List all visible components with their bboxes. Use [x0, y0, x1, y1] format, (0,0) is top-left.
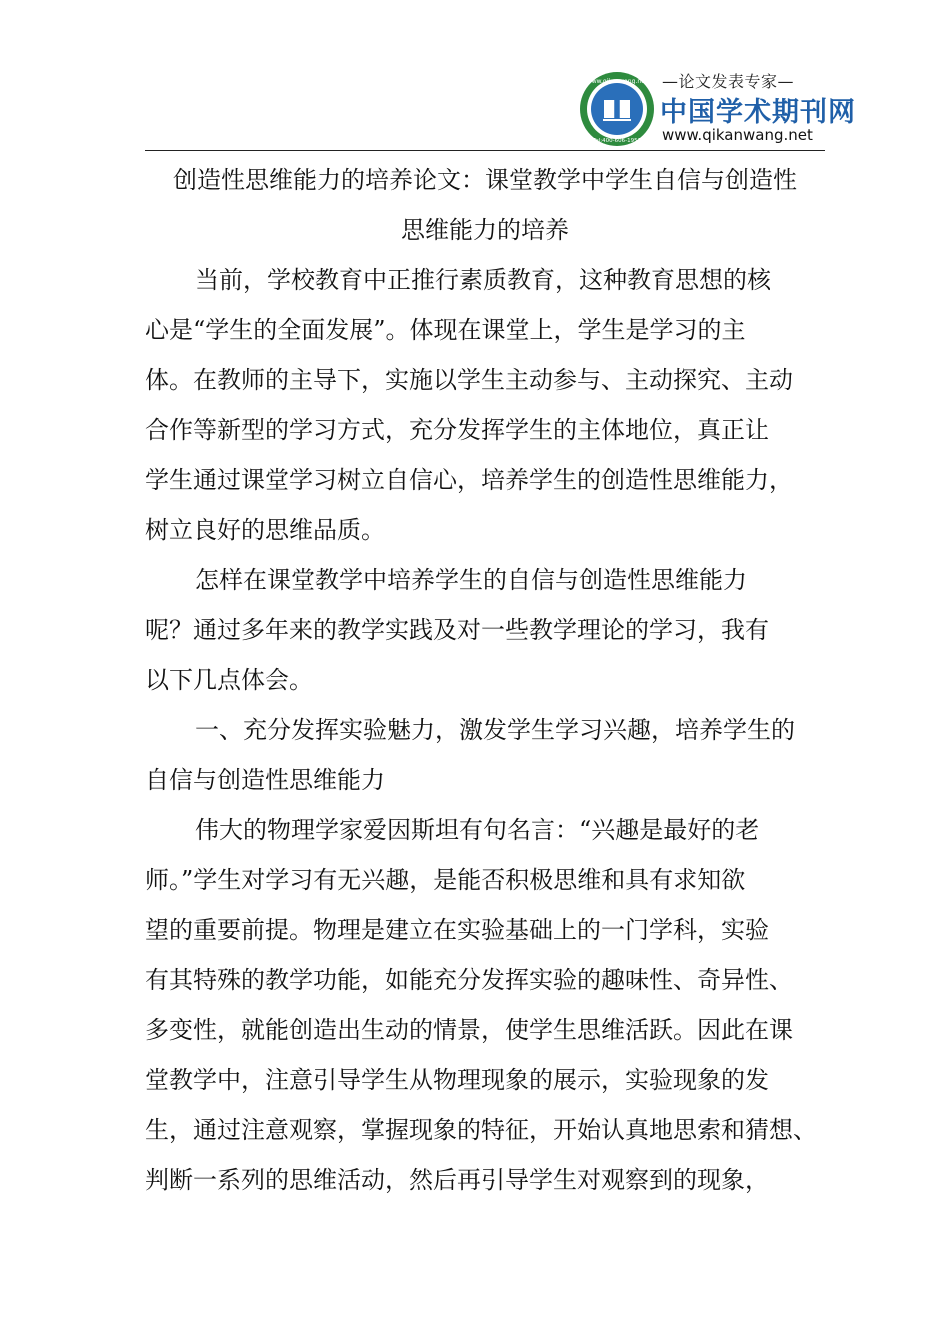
body-line: 体。在教师的主导下，实施以学生主动参与、主动探究、主动 [145, 366, 793, 394]
body-line: 当前，学校教育中正推行素质教育，这种教育思想的核 [195, 266, 771, 294]
document-title-line-1: 创造性思维能力的培养论文：课堂教学中学生自信与创造性 [173, 166, 797, 194]
body-line: 生，通过注意观察，掌握现象的特征，开始认真地思索和猜想、 [145, 1116, 817, 1144]
svg-text:Tel:400-606-1952: Tel:400-606-1952 [592, 138, 642, 144]
logo-slogan: —论文发表专家— [662, 72, 795, 91]
body-line: 呢？通过多年来的教学实践及对一些教学理论的学习，我有 [145, 616, 769, 644]
globe-book-seal-icon [578, 70, 656, 148]
section-heading-line: 自信与创造性思维能力 [145, 766, 385, 794]
body-line: 以下几点体会。 [145, 666, 313, 694]
body-line: 望的重要前提。物理是建立在实验基础上的一门学科，实验 [145, 916, 769, 944]
body-line: 判断一系列的思维活动，然后再引导学生对观察到的现象， [145, 1166, 769, 1194]
body-line: 合作等新型的学习方式，充分发挥学生的主体地位，真正让 [145, 416, 769, 444]
body-line: 多变性，就能创造出生动的情景，使学生思维活跃。因此在课 [145, 1016, 793, 1044]
body-line: 堂教学中，注意引导学生从物理现象的展示，实验现象的发 [145, 1066, 769, 1094]
body-line: 怎样在课堂教学中培养学生的自信与创造性思维能力 [195, 566, 747, 594]
document-title-line-2: 思维能力的培养 [401, 216, 569, 244]
body-line: 师。”学生对学习有无兴趣，是能否积极思维和具有求知欲 [145, 866, 746, 894]
body-line: 树立良好的思维品质。 [145, 516, 385, 544]
body-line: 有其特殊的教学功能，如能充分发挥实验的趣味性、奇异性、 [145, 966, 793, 994]
header-divider [145, 150, 825, 151]
logo-name: 中国学术期刊网 [660, 97, 856, 128]
svg-text:www.qikanwang.net: www.qikanwang.net [586, 78, 648, 85]
section-heading-line: 一、充分发挥实验魅力，激发学生学习兴趣，培养学生的 [195, 716, 795, 744]
header-logo [578, 66, 856, 150]
logo-url: www.qikanwang.net [662, 126, 813, 144]
body-line: 心是“学生的全面发展”。体现在课堂上，学生是学习的主 [145, 316, 746, 344]
body-line: 伟大的物理学家爱因斯坦有句名言：“兴趣是最好的老 [195, 816, 760, 844]
body-line: 学生通过课堂学习树立自信心，培养学生的创造性思维能力， [145, 466, 793, 494]
